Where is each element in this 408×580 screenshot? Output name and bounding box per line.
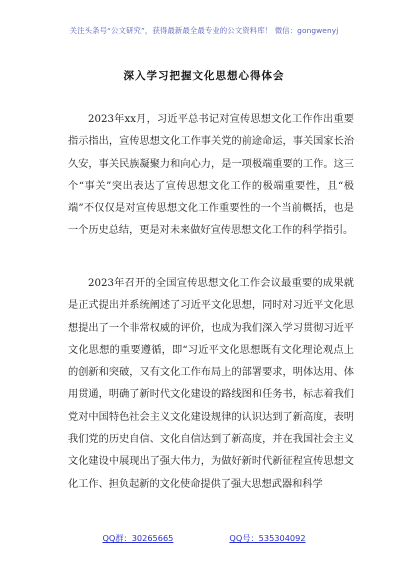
qq-group-link[interactable]: QQ群：30265665 [102,533,174,543]
paragraph-2-text: 2023年召开的全国宣传思想文化工作会议最重要的成果就是正式提出并系统阐述了习近平文化思想，同时对习近平文化思想提出了一个非常权威的评价，也成为我们深入学习贯彻习近平文化思想的重要遵循，即“习近平文化思想既有文化理论观点上的创新和突破，又有文化工作布局上的部署要求，明体达用、体用贯通，明确了新时代文化建设的路线图和任务书，标志着我们党对中国特色社会主义文化建设规律的认识达到了新高度，表明我们党的历史自信、文化自信达到了新高度，并在我国社会主义文化建设中展现出了强大伟力，为做好新时代新征程宣传思想文化工作、担负起新的文化使命提供了强大思想武器和科学 [68,278,354,490]
paragraph-1-text: 2023年xx月，习近平总书记对宣传思想文化工作作出重要指示指出，宣传思想文化工作事关党的前途命运，事关国家长治久安，事关民族凝聚力和向心力，是一项极端重要的工作。这三个“事关”突出表达了宣传思想文化工作的极端重要性，且“极端”不仅仅是对宣传思想文化工作重要性的一个当前概括，也是一个历史总结，更是对未来做好宣传思想文化工作的科学指引。 [68,114,354,237]
qq-number-link[interactable]: QQ号：535304092 [229,533,306,543]
paragraph-2 [68,273,354,496]
paragraph-1 [68,109,354,243]
document-title: 深入学习把握文化思想心得体会 [123,70,285,82]
header-promo-note: 关注头条号“公文研究”，获得最新最全最专业的公文资料库！ 微信：gongwenyj [69,26,339,35]
footer-contacts [0,533,408,544]
